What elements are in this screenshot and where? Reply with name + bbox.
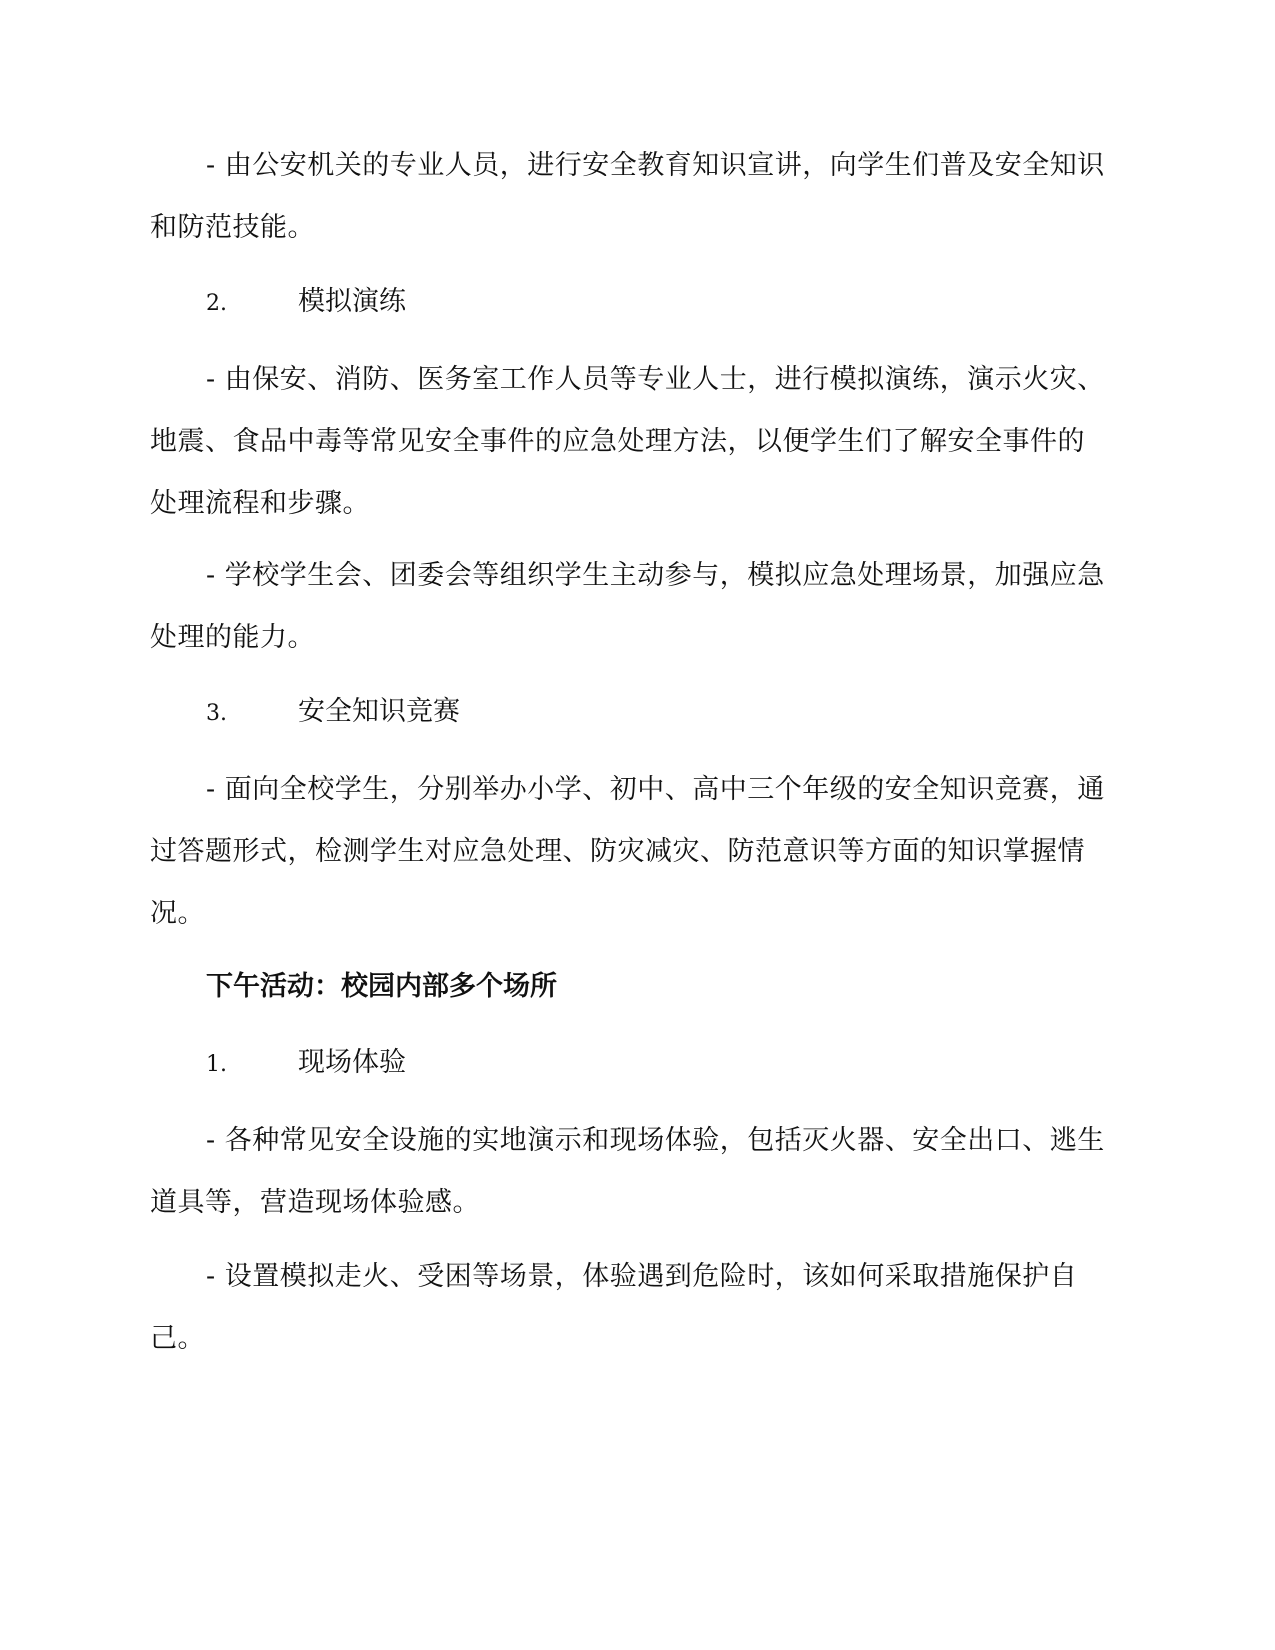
list-number: 2. [206, 291, 227, 316]
list-number: 3. [206, 701, 227, 726]
paragraph-drill-demo: - 由保安、消防、医务室工作人员等专业人士，进行模拟演练，演示火灾、地震、食品中毒等常见安全事件的应急处理方法，以便学生们了解安全事件的处理流程和步骤。 [150, 364, 1105, 519]
paragraph-police-lecture: - 由公安机关的专业人员，进行安全教育知识宣讲，向学生们普及安全知识和防范技能。 [150, 150, 1105, 243]
list-item-onsite-experience [206, 1043, 406, 1085]
list-label: 现场体验 [298, 1047, 406, 1078]
list-number: 1. [206, 1052, 227, 1077]
list-label: 安全知识竞赛 [298, 696, 460, 727]
paragraph-danger-scenarios: - 设置模拟走火、受困等场景，体验遇到危险时，该如何采取措施保护自己。 [150, 1261, 1078, 1354]
paragraph-contest-details: - 面向全校学生，分别举办小学、初中、高中三个年级的安全知识竞赛，通过答题形式，检测学生对应急处理、防灾减灾、防范意识等方面的知识掌握情况。 [150, 774, 1105, 929]
list-label: 模拟演练 [298, 286, 406, 317]
paragraph-student-participation: - 学校学生会、团委会等组织学生主动参与，模拟应急处理场景，加强应急处理的能力。 [150, 560, 1105, 653]
list-item-simulation-drill [206, 282, 406, 324]
paragraph-safety-facilities: - 各种常见安全设施的实地演示和现场体验，包括灭火器、安全出口、逃生道具等，营造现场体验感。 [150, 1125, 1105, 1218]
list-item-knowledge-contest [206, 692, 460, 734]
section-heading-afternoon: 下午活动：校园内部多个场所 [206, 971, 557, 1002]
